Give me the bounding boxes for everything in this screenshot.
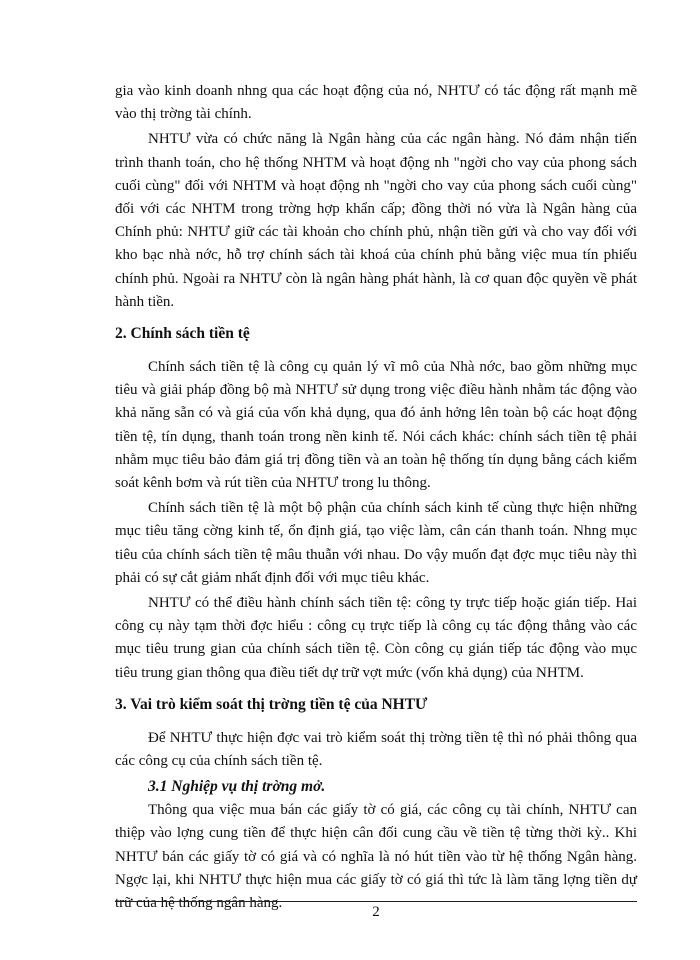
section-2-paragraph: Chính sách tiền tệ là một bộ phận của chính sách kinh tế cùng thực hiện những mục tiêu tăng cờng kinh tế, ổn định giá, tạo việc làm, cân cán thanh toán. Nhng mục tiêu của chính sách tiền tệ mâu thuẫn với nhau. Do vậy muốn đạt đợc mục tiêu này thì phải có sự cắt giảm nhất định đối với mục tiêu khác. bbox=[115, 500, 637, 586]
section-3-paragraph: Để NHTƯ thực hiện đợc vai trò kiểm soát thị trờng tiền tệ thì nó phải thông qua các công cụ của chính sách tiền tệ. bbox=[115, 729, 637, 770]
section-2-paragraph: Chính sách tiền tệ là công cụ quản lý vĩ mô của Nhà nớc, bao gồm những mục tiêu và giải pháp đồng bộ mà NHTƯ sử dụng trong việc điều hành nhằm tác động vào khả năng sẵn có và giá của vốn khả dụng, qua đó ảnh hởng lên toàn bộ các hoạt động tiền tệ, tín dụng, thanh toán trong nền kinh tế. Nói cách khác: chính sách tiền tệ phải nhằm mục tiêu bảo đảm giá trị đồng tiền và an toàn hệ thống tín dụng bằng cách kiểm soát kênh bơm và rút tiền của NHTƯ trong lu thông. bbox=[115, 359, 637, 492]
page-number: 2 bbox=[372, 904, 380, 920]
intro-paragraph-central-bank-functions: NHTƯ vừa có chức năng là Ngân hàng của các ngân hàng. Nó đảm nhận tiến trình thanh toán, cho hệ thống NHTM và hoạt động nh "ngời cho vay của phong sách cuối cùng" đối với NHTM và hoạt động nh "ngời cho vay của phong sách cuối cùng" đối với các NHTM trong trờng hợp khẩn cấp; đồng thời nó vừa là Ngân hàng của Chính phủ: NHTƯ giữ các tài khoản cho chính phủ, nhận tiền gửi và cho vay đối với kho bạc nhà nớc, hỗ trợ chính sách tài khoá của chính phủ bằng việc mua tín phiếu chính phủ. Ngoài ra NHTƯ còn là ngân hàng phát hành, là cơ quan độc quyền về phát hành tiền. bbox=[115, 131, 637, 310]
section-2-paragraph: NHTƯ có thể điều hành chính sách tiền tệ: công ty trực tiếp hoặc gián tiếp. Hai công cụ này tạm thời đợc hiểu : công cụ trực tiếp là công cụ tác động thẳng vào các mục tiêu trung gian của chính sách tiền tệ. Còn công cụ gián tiếp tác động vào mục tiêu trung gian thông qua điều tiết dự trữ vợt mức (vốn khả dụng) của NHTM. bbox=[115, 595, 637, 681]
intro-paragraph-continued: gia vào kinh doanh nhng qua các hoạt động của nó, NHTƯ có tác động rất mạnh mẽ vào thị trờng tài chính. bbox=[115, 83, 637, 123]
subsection-3-1-heading: 3.1 Nghiệp vụ thị trờng mở. bbox=[148, 778, 326, 796]
subsection-3-1-paragraph: Thông qua việc mua bán các giấy tờ có giá, các công cụ tài chính, NHTƯ can thiệp vào lợng cung tiền để thực hiện cân đối cung cầu về tiền tệ từng thời kỳ.. Khi NHTƯ bán các giấy tờ có giá và có nghĩa là nó hút tiền vào từ hệ thống Ngân hàng. Ngợc lại, khi NHTƯ thực hiện mua các giấy tờ có giá thì tức là làm tăng lợng tiền dự trữ của hệ thống ngân hàng. bbox=[115, 802, 637, 912]
section-3-heading: 3. Vai trò kiểm soát thị trờng tiền tệ của NHTƯ bbox=[115, 695, 428, 713]
page-body bbox=[115, 80, 637, 917]
footer-divider bbox=[115, 901, 637, 902]
section-2-heading: 2. Chính sách tiền tệ bbox=[115, 325, 250, 343]
